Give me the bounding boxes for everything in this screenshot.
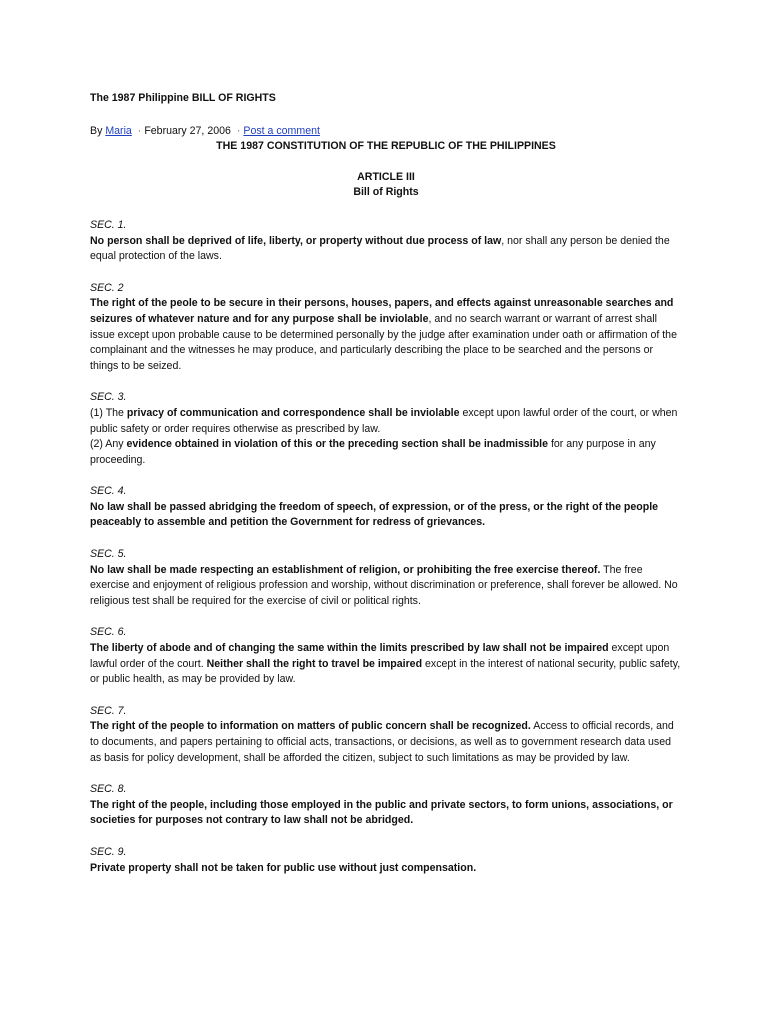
author-link[interactable]: Maria (105, 124, 132, 137)
constitution-heading: THE 1987 CONSTITUTION OF THE REPUBLIC OF THE PHILIPPINES (216, 140, 556, 153)
section (90, 547, 682, 609)
section-label: SEC. 7. (90, 704, 127, 717)
body-text: except upon lawful order of the court. (90, 642, 670, 670)
section-label: SEC. 4. (90, 485, 127, 498)
article-heading: ARTICLE III (357, 170, 415, 183)
emphasized-text: No law shall be passed abridging the freedom of speech, of expression, or of the press, or the right of the people peaceably to assemble and petition the Government for redress of grievances. (90, 500, 659, 529)
emphasized-text: The right of the peole to be secure in their persons, houses, papers, and effects against unreasonable searches and seizures of whatever nature and for any purpose shall be inviolable (90, 297, 674, 325)
section-paragraph (90, 437, 682, 468)
section-label: SEC. 9. (90, 845, 127, 858)
section-paragraph (90, 296, 682, 374)
byline (90, 124, 682, 140)
section-paragraph (90, 563, 682, 610)
body-text: except in the interest of national security, public safety, or public health, as may be provided by law. (90, 657, 681, 686)
document-title: The 1987 Philippine BILL OF RIGHTS (90, 92, 276, 104)
body-text: , and no search warrant or warrant of arrest shall issue except upon probable cause to be determined personally by the judge after examination under oath or affirmation of the complainant and the witnesses he may produce, and particularly describing the place to be searched and the persons or things to be seized. (90, 312, 677, 372)
section (90, 782, 682, 829)
emphasized-text: Neither shall the right to travel be impaired (206, 657, 423, 670)
section-paragraph (90, 719, 682, 766)
emphasized-text: No law shall be made respecting an establishment of religion, or prohibiting the free exercise thereof. (90, 563, 601, 576)
emphasized-text: The right of the people, including those employed in the public and private sectors, to form unions, associations, or societies for purposes not contrary to law shall not be abridged. (90, 798, 673, 827)
body-text: except upon lawful order of the court, or when public safety or order requires otherwise as prescribed by law. (90, 406, 678, 435)
section-label: SEC. 1. (90, 218, 127, 231)
body-text: Access to official records, and to documents, and papers pertaining to official acts, transactions, or decisions, as well as to government research data used as basis for policy development, shall be afforded the citizen, subject to such limitations as may be provided by law. (90, 720, 674, 764)
section-label: SEC. 3. (90, 391, 127, 404)
section (90, 218, 682, 265)
post-comment-link[interactable]: Post a comment (243, 124, 320, 137)
section-paragraph (90, 641, 682, 688)
byline-separator: · (137, 124, 142, 137)
sections-container (90, 218, 682, 876)
post-date: February 27, 2006 (144, 124, 231, 137)
section (90, 845, 682, 876)
body-text: for any purpose in any proceeding. (90, 438, 656, 466)
byline-separator-2: · (236, 124, 241, 137)
section (90, 484, 682, 531)
emphasized-text: Private property shall not be taken for public use without just compensation. (90, 861, 477, 874)
body-text: , nor shall any person be denied the equal protection of the laws. (90, 234, 670, 263)
section-label: SEC. 8. (90, 783, 127, 796)
emphasized-text: No person shall be deprived of life, liberty, or property without due process of law (90, 234, 502, 247)
emphasized-text: The liberty of abode and of changing the same within the limits prescribed by law shall not be impaired (90, 642, 609, 655)
section (90, 390, 682, 468)
section-paragraph (90, 861, 682, 877)
emphasized-text: evidence obtained in violation of this or the preceding section shall be inadmissible (126, 438, 548, 451)
section (90, 281, 682, 375)
byline-by-label: By (90, 124, 103, 137)
section-label: SEC. 5. (90, 548, 127, 561)
section-paragraph (90, 798, 682, 829)
emphasized-text: The right of the people to information on matters of public concern shall be recognized. (90, 720, 531, 733)
article-subheading: Bill of Rights (353, 186, 419, 199)
body-text: The free exercise and enjoyment of religious profession and worship, without discrimination or preference, shall forever be allowed. No religious test shall be required for the exercise of civil or political rights. (90, 563, 678, 607)
section-paragraph (90, 500, 682, 531)
emphasized-text: privacy of communication and correspondence shall be inviolable (126, 406, 460, 419)
section (90, 625, 682, 687)
section (90, 704, 682, 766)
section-paragraph (90, 234, 682, 265)
body-text: (2) Any (90, 438, 127, 451)
section-label: SEC. 2 (90, 281, 124, 294)
section-label: SEC. 6. (90, 626, 127, 639)
body-text: (1) The (90, 406, 127, 419)
section-paragraph (90, 406, 682, 437)
